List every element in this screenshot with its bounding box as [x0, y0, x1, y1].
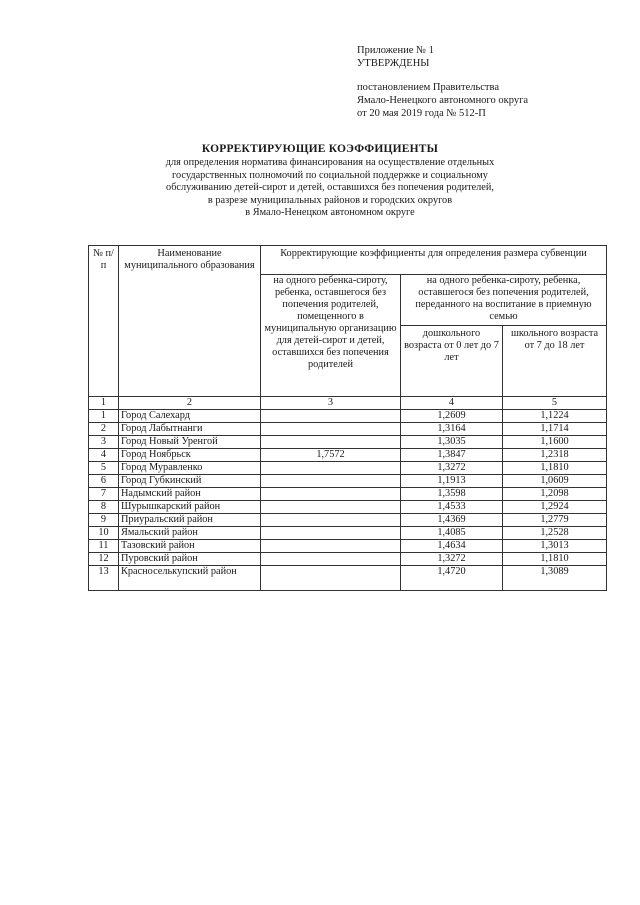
table-row — [89, 475, 607, 488]
header-num: № п/п — [89, 246, 119, 397]
org-coefficient — [261, 436, 401, 449]
school-coefficient: 1,1600 — [503, 436, 607, 449]
subtitle-line: в разрезе муниципальных районов и городских округов — [207, 194, 453, 206]
row-number: 12 — [89, 553, 119, 566]
org-coefficient — [261, 488, 401, 501]
school-coefficient: 1,3013 — [503, 540, 607, 553]
row-number: 5 — [89, 462, 119, 475]
decree-date-line: от 20 мая 2019 года № 512-П — [357, 108, 486, 119]
school-coefficient: 1,1224 — [503, 410, 607, 423]
org-coefficient — [261, 553, 401, 566]
row-number: 11 — [89, 540, 119, 553]
school-coefficient: 1,1810 — [503, 553, 607, 566]
approved-label: УТВЕРЖДЕНЫ — [357, 58, 430, 69]
column-number: 1 — [89, 397, 119, 410]
government-line: Ямало-Ненецкого автономного округа — [357, 95, 529, 106]
preschool-coefficient: 1,4369 — [401, 514, 503, 527]
header-family: на одного ребенка-сироту, ребенка, оставшегося без попечения родителей, переданного на воспитание в приемную семью — [401, 275, 607, 326]
municipality-name: Город Муравленко — [119, 462, 261, 475]
subtitle-line: в Ямало-Ненецком автономном округе — [245, 207, 415, 219]
school-coefficient: 1,2779 — [503, 514, 607, 527]
municipality-name: Город Салехард — [119, 410, 261, 423]
row-number: 8 — [89, 501, 119, 514]
subtitle-line: государственных полномочий по социальной поддержке и социальному — [172, 169, 488, 181]
table-row — [89, 410, 607, 423]
header-org: на одного ребенка-сироту, ребенка, оставшегося без попечения родителей, помещенного в муниципальную организацию для детей-сирот и детей, оставшихся без попечения родителей — [261, 275, 401, 397]
org-coefficient — [261, 423, 401, 436]
preschool-coefficient: 1,4720 — [401, 566, 503, 591]
table-row — [89, 488, 607, 501]
column-number: 5 — [503, 397, 607, 410]
approval-block — [357, 44, 528, 120]
row-number: 2 — [89, 423, 119, 436]
column-number: 4 — [401, 397, 503, 410]
municipality-name: Приуральский район — [119, 514, 261, 527]
row-number: 13 — [89, 566, 119, 591]
preschool-coefficient: 1,3035 — [401, 436, 503, 449]
school-coefficient: 1,0609 — [503, 475, 607, 488]
org-coefficient — [261, 501, 401, 514]
preschool-coefficient: 1,3598 — [401, 488, 503, 501]
municipality-name: Ямальский район — [119, 527, 261, 540]
decree-line: постановлением Правительства — [357, 82, 500, 93]
org-coefficient — [261, 566, 401, 591]
header-group: Корректирующие коэффициенты для определения размера субвенции — [261, 246, 607, 275]
header-name: Наименование муниципального образования — [119, 246, 261, 397]
org-coefficient: 1,7572 — [261, 449, 401, 462]
municipality-name: Надымский район — [119, 488, 261, 501]
preschool-coefficient: 1,4533 — [401, 501, 503, 514]
school-coefficient: 1,2318 — [503, 449, 607, 462]
table-row — [89, 501, 607, 514]
header-school: школьного возраста от 7 до 18 лет — [503, 326, 607, 397]
header-preschool: дошкольного возраста от 0 лет до 7 лет — [401, 326, 503, 397]
school-coefficient: 1,1714 — [503, 423, 607, 436]
preschool-coefficient: 1,4085 — [401, 527, 503, 540]
org-coefficient — [261, 410, 401, 423]
document-subtitle — [100, 157, 560, 220]
column-number: 3 — [261, 397, 401, 410]
table-row — [89, 527, 607, 540]
preschool-coefficient: 1,3272 — [401, 462, 503, 475]
org-coefficient — [261, 462, 401, 475]
preschool-coefficient: 1,3272 — [401, 553, 503, 566]
municipality-name: Город Новый Уренгой — [119, 436, 261, 449]
table-row — [89, 566, 607, 591]
preschool-coefficient: 1,3164 — [401, 423, 503, 436]
row-number: 6 — [89, 475, 119, 488]
municipality-name: Красноселькупский район — [119, 566, 261, 591]
subtitle-line: для определения норматива финансирования на осуществление отдельных — [165, 157, 495, 168]
school-coefficient: 1,1810 — [503, 462, 607, 475]
org-coefficient — [261, 514, 401, 527]
column-number-row — [89, 397, 607, 410]
row-number: 7 — [89, 488, 119, 501]
table-row — [89, 436, 607, 449]
document-title: КОРРЕКТИРУЮЩИЕ КОЭФФИЦИЕНТЫ — [201, 143, 439, 155]
row-number: 1 — [89, 410, 119, 423]
school-coefficient: 1,2924 — [503, 501, 607, 514]
preschool-coefficient: 1,3847 — [401, 449, 503, 462]
school-coefficient: 1,2098 — [503, 488, 607, 501]
org-coefficient — [261, 540, 401, 553]
org-coefficient — [261, 527, 401, 540]
municipality-name: Тазовский район — [119, 540, 261, 553]
municipality-name: Шурышкарский район — [119, 501, 261, 514]
school-coefficient: 1,3089 — [503, 566, 607, 591]
row-number: 4 — [89, 449, 119, 462]
municipality-name: Город Ноябрьск — [119, 449, 261, 462]
table-row — [89, 423, 607, 436]
municipality-name: Город Лабытнанги — [119, 423, 261, 436]
row-number: 10 — [89, 527, 119, 540]
table-row — [89, 553, 607, 566]
column-number: 2 — [119, 397, 261, 410]
row-number: 3 — [89, 436, 119, 449]
table-row — [89, 449, 607, 462]
school-coefficient: 1,2528 — [503, 527, 607, 540]
preschool-coefficient: 1,1913 — [401, 475, 503, 488]
preschool-coefficient: 1,2609 — [401, 410, 503, 423]
coefficients-table — [88, 245, 607, 591]
org-coefficient — [261, 475, 401, 488]
municipality-name: Пуровский район — [119, 553, 261, 566]
preschool-coefficient: 1,4634 — [401, 540, 503, 553]
municipality-name: Город Губкинский — [119, 475, 261, 488]
table-row — [89, 462, 607, 475]
table-row — [89, 540, 607, 553]
table-row — [89, 514, 607, 527]
subtitle-line: обслуживанию детей-сирот и детей, оставшихся без попечения родителей, — [166, 182, 494, 194]
row-number: 9 — [89, 514, 119, 527]
appendix-label: Приложение № 1 — [357, 45, 434, 56]
